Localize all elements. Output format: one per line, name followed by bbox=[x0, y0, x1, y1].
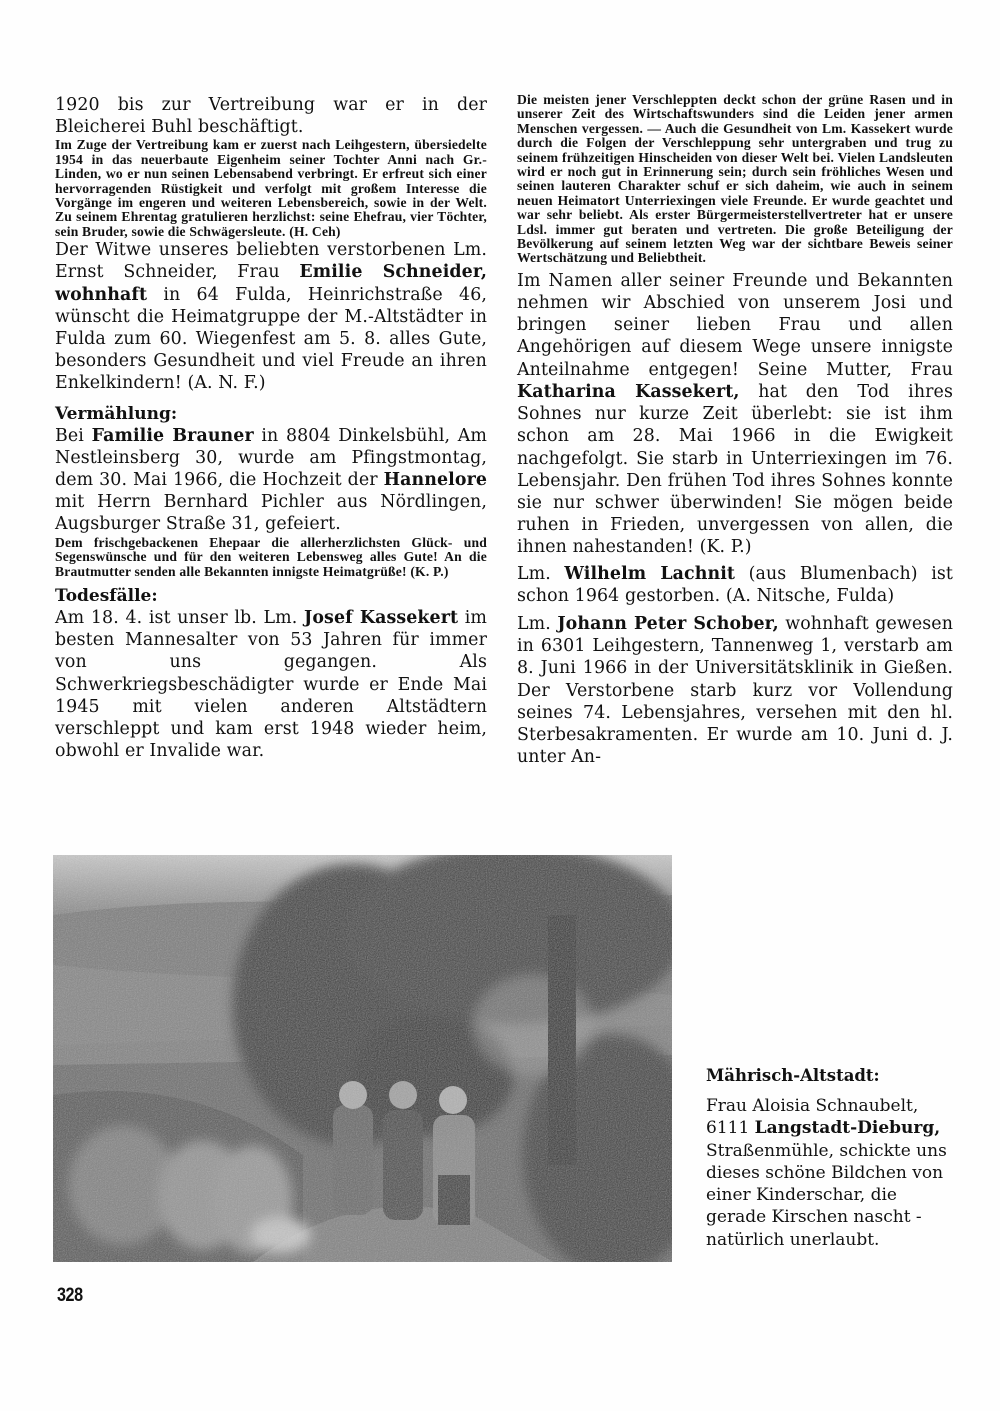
paragraph-schneider: Der Witwe unseres beliebten verstorbenen Lm. Ernst Schneider, Frau Emilie Schneider, wohnhaft in 64 Fulda, Heinrichstraße 46, wünscht die Heimatgruppe der M.-Altstädter in Fulda zum 60. Wiegenfest am 5. 8. alles Gute, besonders Gesundheit und viel Freude an ihren Enkelkindern! (A. N. F.) bbox=[55, 240, 487, 394]
heading-deaths: Todesfälle: bbox=[55, 585, 158, 606]
children-photo bbox=[53, 855, 672, 1262]
paragraph-birthday-details: Im Zuge der Vertreibung kam er zuerst nach Leihgestern, übersiedelte 1954 in das neuerbaute Eigenheim seiner Tochter Anni nach Gr.-Linden, wo er nun seinen Lebensabend verbringt. Er erfreut sich einer hervorragenden Rüstigkeit und verfolgt mit großem Interesse die Vorgänge im engeren und weiteren Lebensbereich, sowie in der Welt. Zu seinem Ehrentag gratulieren herzlichst: seine Ehefrau, vier Töchter, sein Bruder, sowie die Schwägersleute. (H. Ceh) bbox=[55, 137, 487, 239]
paragraph-birthday-end: 1920 bis zur Vertreibung war er in der Bleicherei Buhl beschäftigt. bbox=[55, 95, 487, 138]
paragraph-farewell: Im Namen aller seiner Freunde und Bekannten nehmen wir Abschied von unserem Josi und bringen seiner lieben Frau und allen Angehörigen auf diesem Wege unsere innigste Anteilnahme entgegen! Seine Mutter, Frau Katharina Kassekert, hat den Tod ihres Sohnes nur kurze Zeit überlebt: sie ist ihm schon am 28. Mai 1966 in die Ewigkeit nachgefolgt. Sie starb in Unterriexingen im 76. Lebensjahr. Den frühen Tod ihres Sohnes konnte sie nur schwer überwinden! Sie mögen beide ruhen in Frieden, unvergessen von allen, die ihnen nahestanden! (K. P.) bbox=[517, 270, 953, 558]
caption-heading: Mährisch-Altstadt: bbox=[706, 1066, 880, 1085]
photo-caption bbox=[706, 1063, 956, 1251]
heading-wedding: Vermählung: bbox=[55, 403, 178, 424]
name-hannelore: Hannelore bbox=[383, 470, 487, 491]
page-number: 328 bbox=[57, 1285, 83, 1306]
right-column bbox=[517, 93, 953, 768]
name-johann-peter-schober: Johann Peter Schober, bbox=[557, 613, 779, 634]
caption-text: Frau Aloisia Schnaubelt, 6111 Langstadt-Dieburg, Straßenmühle, schickte uns dieses schöne Bildchen von einer Kinderschar, die gerade Kirschen nascht - natürlich unerlaubt. bbox=[706, 1096, 947, 1250]
name-josef-kassekert: Josef Kassekert bbox=[304, 607, 459, 628]
paragraph-schober: Lm. Johann Peter Schober, wohnhaft gewesen in 6301 Leihgestern, Tannenweg 1, verstarb am 8. Juni 1966 in der Universitätsklinik in Gießen. Der Verstorbene starb kurz vor Vollendung seines 74. Lebensjahres, versehen mit den hl. Sterbesakramenten. Er wurde am 10. Juni d. J. unter An- bbox=[517, 613, 953, 768]
name-emilie-schneider: Emilie Schneider, wohnhaft bbox=[55, 262, 487, 305]
paragraph-wedding-wishes: Dem frischgebackenen Ehepaar die allerherzlichsten Glück- und Segenswünsche und für den weiteren Lebensweg alles Gute! An die Brautmutter senden alle Bekannten innigste Heimatgrüße! (K. P.) bbox=[55, 534, 487, 579]
left-column bbox=[55, 94, 487, 762]
photo-image bbox=[53, 855, 672, 1262]
name-katharina-kassekert: Katharina Kassekert, bbox=[517, 381, 740, 402]
paragraph-lachnit: Lm. Wilhelm Lachnit (aus Blumenbach) ist schon 1964 gestorben. (A. Nitsche, Fulda) bbox=[517, 563, 953, 606]
place-langstadt-dieburg: Langstadt-Dieburg, bbox=[754, 1118, 941, 1139]
name-familie-brauner: Familie Brauner bbox=[91, 425, 254, 446]
name-wilhelm-lachnit: Wilhelm Lachnit bbox=[564, 563, 736, 584]
paragraph-kassekert: Am 18. 4. ist unser lb. Lm. Josef Kassekert im besten Mannesalter von 53 Jahren für immer von uns gegangen. Als Schwerkriegsbeschädigter wurde er Ende Mai 1945 mit vielen anderen Altstädtern verschleppt und kam erst 1948 wieder heim, obwohl er Invalide war. bbox=[55, 607, 487, 762]
paragraph-kassekert-continued: Die meisten jener Verschleppten deckt schon der grüne Rasen und in unserer Zeit des Wirtschaftswunders sind die Leiden jener armen Menschen vergessen. — Auch die Gesundheit von Lm. Kassekert wurde durch die Folgen der Verschleppung sehr untergraben und trug zu seinem frühzeitigen Hinscheiden von dieser Welt bei. Vielen Landsleuten wird er noch gut in Erinnerung sein; durch sein fröhliches Wesen und seinen lauteren Charakter schuf er sich daheim, wie auch in seinem neuen Heimatort Unterriexingen viele Freunde. Er wurde geachtet und war sehr beliebt. Als erster Bürgermeisterstellvertreter hat er unsere Ldsl. immer gut beraten und vertreten. Die große Beteiligung der Bevölkerung auf seinem letzten Weg war der sichtbare Beweis seiner Wertschätzung und Beliebtheit. bbox=[517, 92, 953, 266]
paragraph-wedding: Bei Familie Brauner in 8804 Dinkelsbühl, Am Nestleinsberg 30, wurde am Pfingstmontag, dem 30. Mai 1966, die Hochzeit der Hannelore mit Herrn Bernhard Pichler aus Nördlingen, Augsburger Straße 31, gefeiert. bbox=[55, 425, 487, 535]
